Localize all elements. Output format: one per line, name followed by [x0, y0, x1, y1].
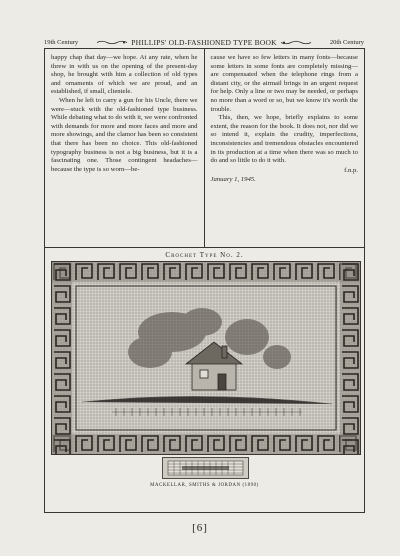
- paragraph: happy chap that day—we hope. At any rate, when he threw in with us on the opening of the present-day shop, he brought with him a collection of old types and ornaments of which we are proud, and an established, if small, clientele.: [51, 54, 198, 96]
- page-frame: [44, 48, 365, 513]
- header-left: 19th Century: [44, 38, 79, 46]
- plate-title: Crochet Type No. 2.: [165, 251, 244, 259]
- paragraph: This, then, we hope, briefly explains to some extent, the reason for the book. It does not, nor did we so intend it, explain the crudity, imperfections, inconsistencies and tremendous obstacles encountered in its production at a time when there was so much to do and so little to do it with.: [210, 114, 358, 165]
- paragraph: cause we have so few letters in many fonts—because some letters in some fonts are completely missing—are compensated when the telephone rings from a distant city, or the airmail brings in an urgent request for help. Only a line or two may be needed, or perhaps no more than a word or so, but we know it's worth the trouble.: [210, 54, 358, 113]
- date-line: January 1, 1945.: [210, 176, 256, 184]
- header-center: [97, 38, 310, 47]
- text-columns: [45, 49, 364, 247]
- foundry-credit: MACKELLAR, SMITHS & JORDAN (1890): [150, 483, 259, 488]
- ornament-left-icon: [97, 40, 127, 45]
- header-title: PHILLIPS' OLD-FASHIONED TYPE BOOK: [131, 37, 277, 47]
- header-right: 20th Century: [329, 38, 364, 46]
- ornament-right-icon: [281, 40, 311, 45]
- crochet-pattern-image: [52, 262, 360, 454]
- page-number: [6]: [192, 522, 208, 534]
- crochet-specimen-plate: [51, 261, 361, 455]
- paragraph: When he left to carry a gun for his Uncle, there we were—stuck with the old-fashioned type business. While debating what to do with it, we were confronted with demands for more and more faces and more and more showings, and the clamor has been so consistent that there has been no choice. This old-fashioned typography business is not a big business, but it is a fascinating one. Those contingent headaches—because the type is so worn—be-: [51, 96, 198, 173]
- signature: f.n.p.: [344, 166, 358, 174]
- left-column: [45, 49, 205, 247]
- right-column: [205, 49, 365, 247]
- running-header: [44, 35, 364, 49]
- specimen-bar: [162, 457, 249, 479]
- crochet-bar-icon: [162, 457, 249, 479]
- section-divider: [45, 247, 364, 248]
